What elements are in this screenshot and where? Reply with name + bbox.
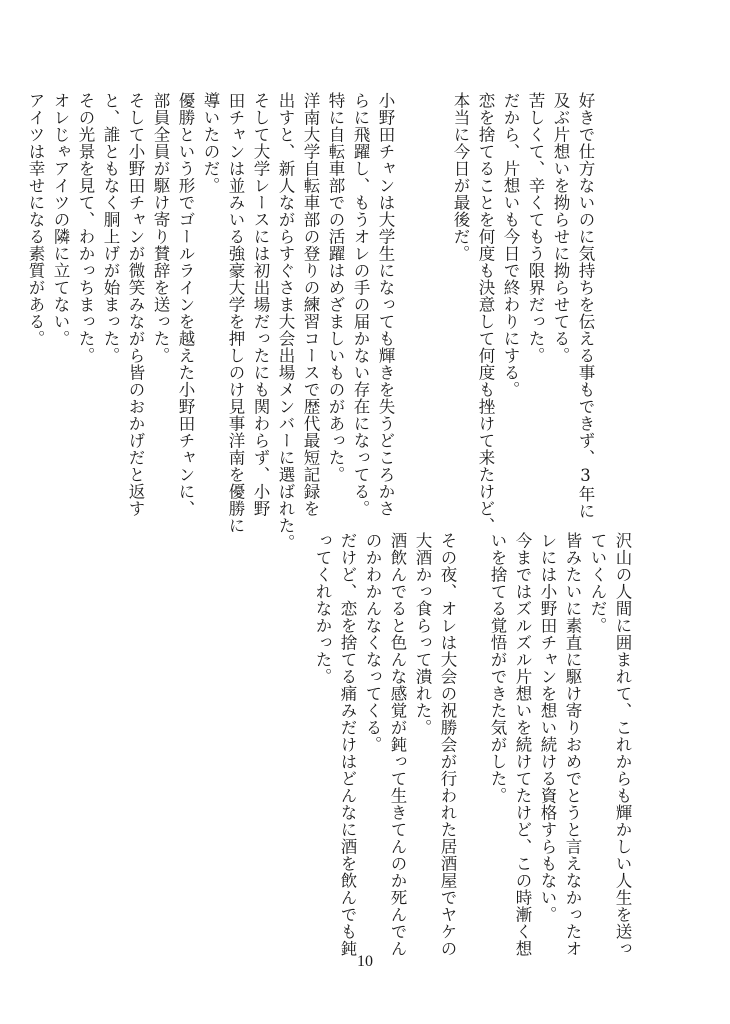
text-line: 出すと、新人ながらすぐさま大会出場メンバーに選ばれた。 [276, 92, 295, 551]
text-line: 恋を捨てることを何度も決意して何度も挫けて来たけど、 [476, 92, 495, 534]
text-line: その夜、オレは大会の祝勝会が行われた居酒屋でヤケの [438, 532, 457, 957]
text-line: 田チャンは並みいる強豪大学を押しのけ見事洋南を優勝に [226, 92, 245, 534]
text-line: だけど、恋を捨てる痛みだけはどんなに酒を飲んでも鈍 [338, 532, 357, 957]
text-line: らに飛躍し、もうオレの手の届かない存在になってる。 [351, 92, 370, 517]
text-line: 皆みたいに素直に駆け寄りおめでとうと言えなかったオ [563, 532, 582, 957]
text-line: 洋南大学自転車部の登りの練習コースで歴代最短記録を [301, 92, 320, 517]
text-line: 今まではズルズル片想いを続けてたけど、この時漸く想 [513, 532, 532, 957]
text-line: レには小野田チャンを想い続ける資格すらもない。 [538, 532, 557, 923]
text-line: 好きで仕方ないのに気持ちを伝える事もできず、3年に [576, 92, 595, 520]
text-line: と、誰ともなく胴上げが始まった。 [101, 92, 120, 364]
text-line: 酒飲んでると色んな感覚が鈍って生きてんのか死んでん [388, 532, 407, 957]
text-line: オレじゃアイツの隣に立てない。 [51, 92, 70, 347]
blank-line [460, 532, 485, 952]
text-line: アイツは幸せになる素質がある。 [26, 92, 45, 347]
text-line: その光景を見て、わかっちまった。 [76, 92, 95, 364]
text-line: 及ぶ片想いを拗らせに拗らせてる。 [551, 92, 570, 364]
text-line: のかわかんなくなってくる。 [363, 532, 382, 753]
blank-line [423, 92, 448, 522]
text-line: ってくれなかった。 [313, 532, 332, 685]
text-line: そして小野田チャンが微笑みながら皆のおかげだと返す [126, 92, 145, 517]
lower-text-block [310, 532, 635, 957]
text-line: そして大学レースには初出場だったにも関わらず、小野 [251, 92, 270, 517]
text-line: だから、片想いも今日で終わりにする。 [501, 92, 520, 398]
text-line: ていくんだ。 [588, 532, 607, 634]
text-line: 大酒かっ食らって潰れた。 [413, 532, 432, 736]
text-line: 苦しくて、辛くてもう限界だった。 [526, 92, 545, 364]
text-line: 優勝という形でゴールラインを越えた小野田チャンに、 [176, 92, 195, 517]
page-number: 10 [357, 953, 373, 970]
text-line: 導いたのだ。 [201, 92, 220, 194]
text-line: 本当に今日が最後だ。 [451, 92, 470, 262]
text-line: 特に自転車部での活躍はめざましいものがあった。 [326, 92, 345, 483]
text-line: 沢山の人間に囲まれて、これからも輝かしい人生を送っ [613, 532, 632, 957]
text-line: 小野田チャンは大学生になっても輝きを失うどころかさ [376, 92, 395, 517]
blank-line [398, 92, 423, 522]
upper-text-block [23, 92, 598, 551]
text-line: いを捨てる覚悟ができた気がした。 [488, 532, 507, 804]
text-line: 部員全員が駆け寄り賛辞を送った。 [151, 92, 170, 364]
